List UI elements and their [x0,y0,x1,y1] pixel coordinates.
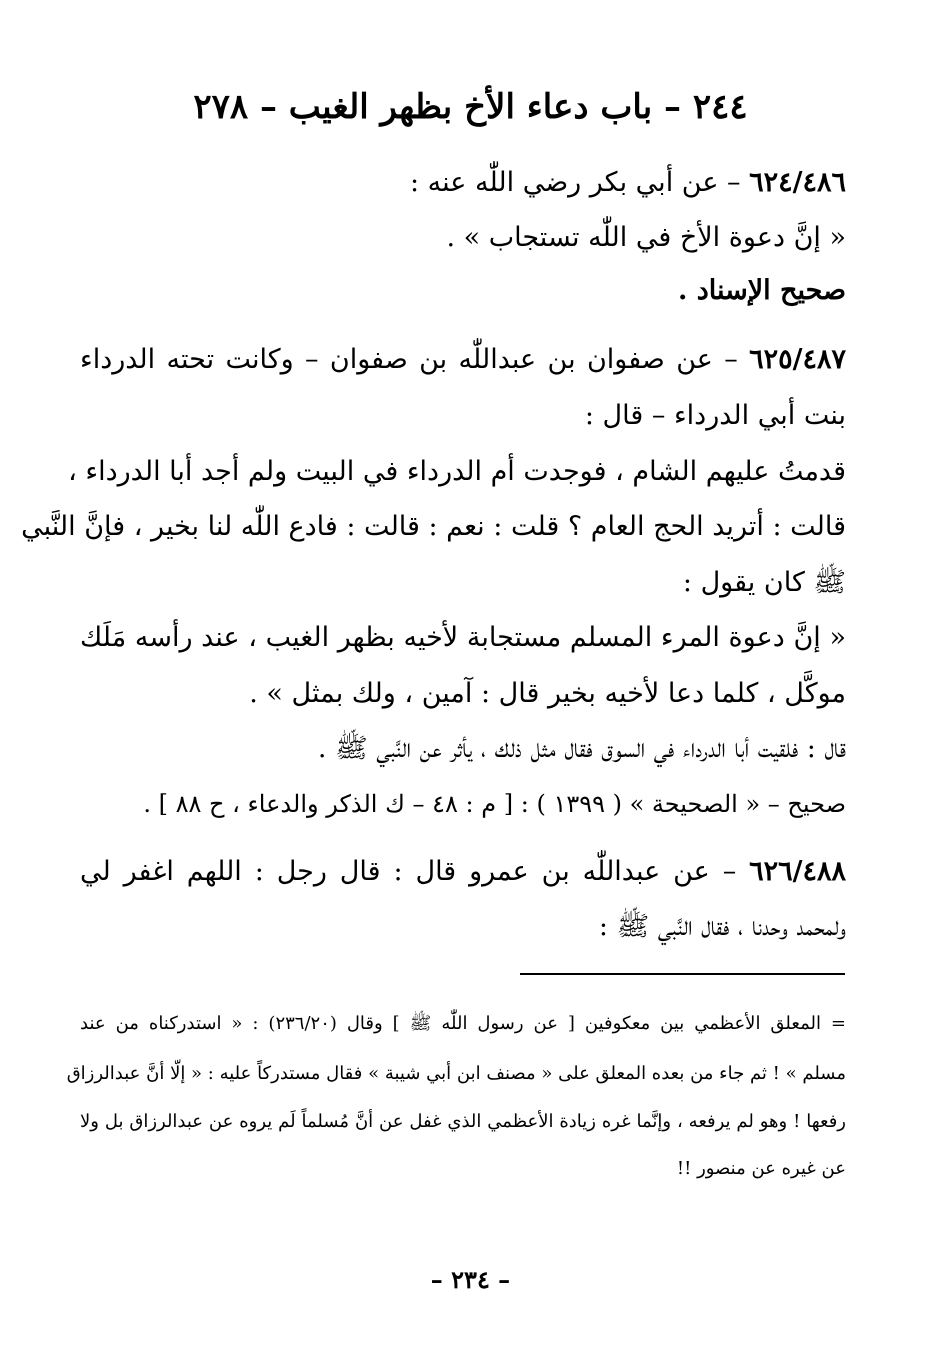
hadith-487-line-4: قالت : أتريد الحج العام ؟ قلت : نعم : قالت : فادع اللّٰه لنا بخير ، فإنَّ النَّبي [21,511,846,542]
hadith-487-line-2: بنت أبي الدرداء – قال : [584,400,846,431]
hadith-487-number: ٦٢٥/٤٨٧ [749,344,846,375]
page-number: – ٢٣٤ – [430,1265,511,1294]
hadith-486-line-2: « إنَّ دعوة الأخ في اللّٰه تستجاب » . [446,222,846,253]
footnote-line-1: = المعلق الأعظمي بين معكوفين [ عن رسول اللّٰه ﷺ ] وقال (٢٣٦/٢٠) : « استدركناه من عند [80,1013,847,1034]
hadith-486-number: ٦٢٤/٤٨٦ [749,167,846,198]
hadith-487-grading: صحيح – « الصحيحة » ( ١٣٩٩ ) : [ م : ٤٨ – ك الذكر والدعاء ، ح ٨٨ ] . [143,790,846,818]
footnote-divider [520,973,845,975]
hadith-487-line-6: « إنَّ دعوة المرء المسلم مستجابة لأخيه بظهر الغيب ، عند رأسه مَلَك [80,622,846,653]
hadith-486-line-1 [410,163,846,203]
footnote-line-3: رفعها ! وهو لم يرفعه ، وإنَّما غره زيادة الأعظمي الذي غفل عن أنَّ مُسلماً لَم يروه عن عبدالرزاق بل ولا [80,1111,846,1132]
hadith-488-line-2: ولمحمد وحدنا ، فقال النَّبي ﷺ : [598,911,846,942]
footnote-line-2: مسلم » ! ثم جاء من بعده المعلق على « مصنف ابن أبي شيبة » فقال مستدركاً عليه : « إلّا أنَّ عبدالرزاق [66,1063,846,1084]
hadith-487-line-8: قال : فلقيت أبا الدرداء في السوق فقال مثل ذلك ، يأثر عن النَّبي ﷺ . [317,733,846,764]
chapter-title: ٢٤٤ – باب دعاء الأخ بظهر الغيب – ٢٧٨ [193,87,748,127]
hadith-487-line-1 [80,340,846,380]
hadith-487-text: – عن صفوان بن عبداللّٰه بن صفوان – وكانت تحته الدرداء [80,344,738,375]
hadith-487-line-3: قدمتُ عليهم الشام ، فوجدت أم الدرداء في البيت ولم أجد أبا الدرداء ، [68,456,846,487]
hadith-488-number: ٦٢٦/٤٨٨ [749,856,847,887]
hadith-487-line-5: ﷺ كان يقول : [682,567,846,598]
hadith-488-text: – عن عبداللّٰه بن عمرو قال : قال رجل : اللهم اغفر لي [80,856,737,887]
footnote-line-4: عن غيره عن منصور !! [676,1158,846,1179]
hadith-486-text: – عن أبي بكر رضي اللّٰه عنه : [410,167,741,198]
hadith-488-line-1 [80,852,846,892]
hadith-486-grading: صحيح الإسناد . [677,275,846,306]
hadith-487-line-7: موكَّل ، كلما دعا لأخيه بخير قال : آمين ، ولك بمثل » . [249,678,846,709]
